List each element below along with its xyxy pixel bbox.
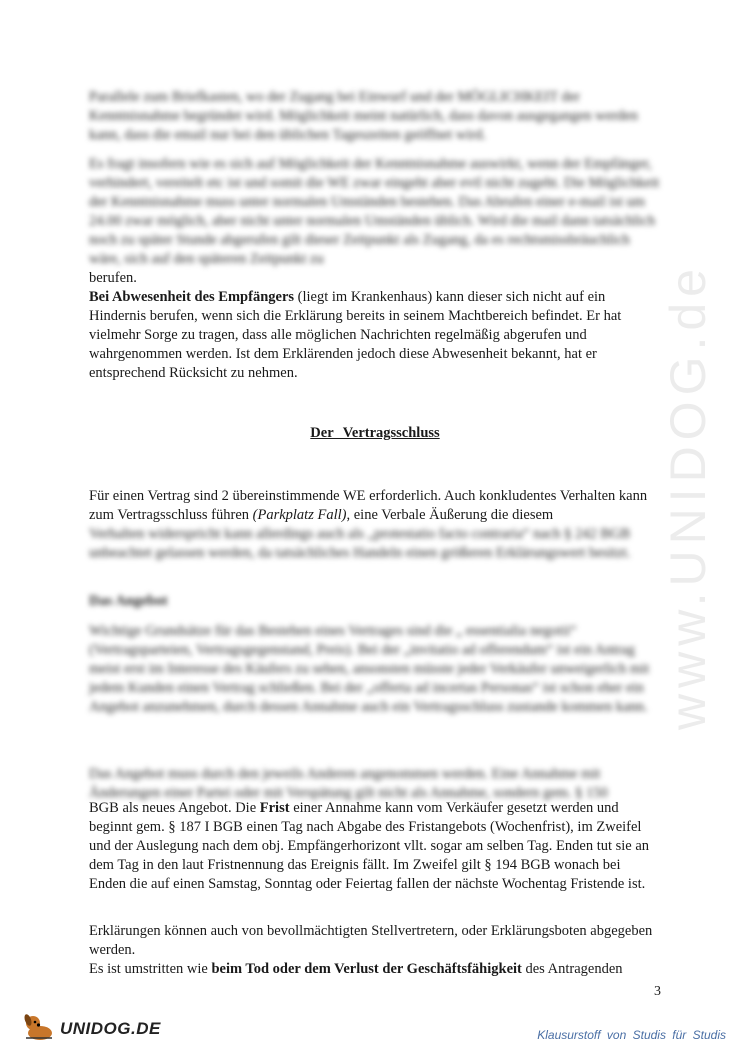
frist-text-2: einer Annahme kann vom Verkäufer gesetzt werden und beginnt gem. § 187 I BGB einen Tag nach Abgabe des Fristangebots (Wochenfrist), im Zweifel und der Auslegung nach dem obj. Empfängerhorizont vllt. sogar am selben Tag. Enden tut sie an dem Tag in den laut Fristnennung das Ereignis fällt. Im Zweifel gilt § 194 BGB wonach bei Enden die auf einen Samstag, Sonntag oder Feiertag fallen der nächste Wochentag Fristende ist. <box>89 800 650 892</box>
contract-text-1: Für einen Vertrag sind 2 übereinstimmende WE erforderlich. Auch konkludentes Verhalten kann zum Vertragsschluss führen <box>89 488 648 523</box>
paragraph-berufen: berufen. <box>89 270 137 286</box>
contract-text-2: , eine Verbale Äußerung die diesem <box>346 507 554 523</box>
paragraph-erklaerungen: Erklärungen können auch von bevollmächtigten Stellvertretern, oder Erklärungsboten abgegeben werden. <box>89 923 653 958</box>
paragraph-absence <box>89 288 661 383</box>
paragraph-frist <box>89 799 661 894</box>
paragraph-tod <box>89 960 661 979</box>
dog-icon <box>22 1011 56 1048</box>
logo-text: UNIDOG.DE <box>60 1019 161 1038</box>
section-heading: Der Vertragsschluss <box>310 425 440 441</box>
absence-text: (liegt im Krankenhaus) kann dieser sich nicht auf ein Hindernis berufen, wenn sich die Erklärung bereits in seinem Machtbereich befindet. Er hat vielmehr Sorge zu tragen, dass alle möglichen Nachrichten regelmäßig abgerufen und wahrgenommen werden. Ist dem Erklärenden jedoch diese Abwesenheit bekannt, hat er entsprechend Rücksicht zu nehmen. <box>89 289 622 381</box>
blurred-paragraph-4: Wichtige Grundsätze für das Bestehen eines Vertrages sind die „ essentialia negotii“ (Vertragsparteien, Vertragsgegenstand, Preis). Bei der „invitatio ad offerendum“ ist ein Antrag meist erst im Interesse des Käufers zu sehen, ansonsten müsste jeder Verkäufer unweigerlich mit jedem Kunden einen Vertrag schließen. Bei der „offerta ad incertas Personas“ ist schon eher ein Angebot anzunehmen, durch dessen Annahme auch ein Vertragsschluss zustande kommen kann. <box>89 623 650 715</box>
blurred-paragraph-5: Das Angebot muss durch den jeweils Anderen angenommen werden. Eine Annahme mit Änderungen einer Partei oder mit Verspätung gilt nicht als Annahme, sondern gem. § 150 <box>89 766 608 801</box>
unidog-logo <box>22 1012 192 1046</box>
watermark: www.UNIDOG.de <box>660 263 716 730</box>
frist-bold: Frist <box>259 800 290 816</box>
contract-italic: (Parkplatz Fall) <box>252 507 347 523</box>
paragraph-contract <box>89 487 661 525</box>
page-number: 3 <box>654 984 661 999</box>
blurred-paragraph-3: Verhalten widerspricht kann allerdings auch als „protestatio facto contraria“ nach § 242 BGB unbeachtet gelassen werden, da tatsächliches Handeln einen größeren Erklärungswert besitzt. <box>89 526 631 561</box>
blurred-paragraph-1: Parallele zum Briefkasten, wo der Zugang bei Einwurf und der MÖGLICHKEIT der Kenntnisnahme begründet wird. Möglichkeit meint natürlich, dass davon ausgegangen werden kann, dass die email nur bei den üblichen Tageszeiten geöffnet wird. <box>89 89 638 143</box>
tod-bold: beim Tod oder dem Verlust der Geschäftsfähigkeit <box>211 961 522 977</box>
absence-bold-phrase: Bei Abwesenheit des Empfängers <box>89 289 295 305</box>
frist-text-1: BGB als neues Angebot. Die <box>89 800 260 816</box>
tod-text-1: Es ist umstritten wie <box>89 961 212 977</box>
blurred-subheading: Das Angebot <box>89 593 168 609</box>
blurred-paragraph-2: Es fragt insofern wie es sich auf Möglichkeit der Kenntnisnahme auswirkt, wenn der Empfänger, verhindert, vereitelt etc ist und somit die WE zwar eingeht aber evtl nicht zugeht. Die Möglichkeit der Kenntnisnahme muss unter normalen Umständen bestehen. Das Abrufen einer e-mail ist um 24.00 zwar möglich, aber nicht unter normalen Umständen üblich. Wird die mail dann tatsächlich noch zu später Stunde abgerufen gilt dieser Zeitpunkt als Zugang, da es rechtsmissbräuchlich wäre, sich auf den späteren Zeitpunkt zu <box>89 156 660 267</box>
footer-tagline: Klausurstoff von Studis für Studis <box>537 1028 726 1042</box>
tod-text-2: des Antragenden <box>521 961 623 977</box>
